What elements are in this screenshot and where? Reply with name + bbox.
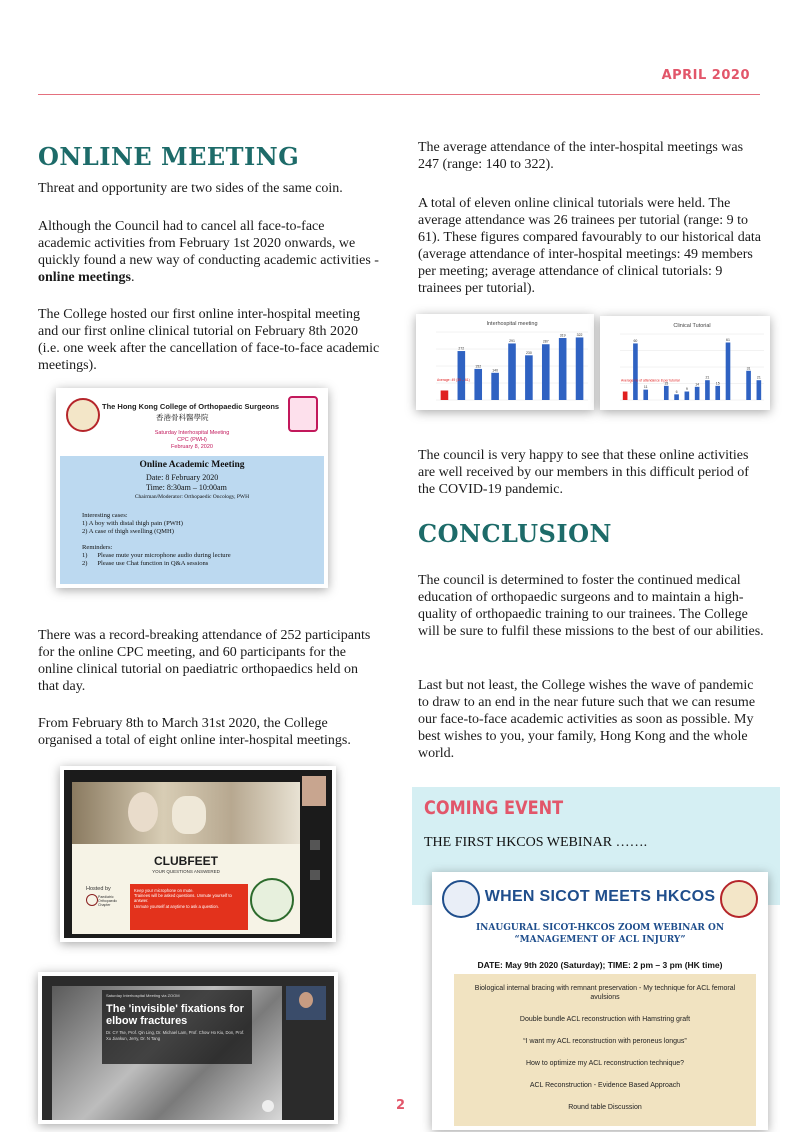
chart-bar (508, 343, 516, 400)
speaker-video-thumbnail (302, 776, 326, 806)
bar-value-label: 230 (525, 350, 532, 355)
clinical-tutorial-chart (600, 316, 770, 410)
flyer-time: Time: 8:30am – 10:00am (146, 482, 227, 492)
flyer-reminder-1 (82, 552, 231, 560)
speaker-video-thumbnail (286, 986, 326, 1020)
flyer-college-en: The Hong Kong College of Orthopaedic Surgeons (102, 402, 280, 411)
webinar-topic: Double bundle ACL reconstruction with Hamstring graft (519, 1016, 691, 1023)
flyer-cases-title: Interesting cases: (82, 512, 128, 519)
elbow-authors: Dr. CY Tse, Prof. Qin Ling, Dr. Michael Lam, Prof. Chow Ho Kiu, Don, Prof. Xu Jiankun, Jerry, Dr. N Tang (106, 1030, 245, 1041)
interhospital-chart (416, 314, 594, 410)
chart-bar (441, 390, 449, 400)
bar-value-label: 15 (715, 381, 720, 386)
bar-value-label: 287 (542, 339, 549, 344)
chart-bar (559, 338, 567, 400)
chart-bar (542, 344, 550, 400)
clubfeet-zoom-screenshot (60, 766, 336, 942)
flyer-title: Online Academic Meeting (139, 460, 245, 470)
webinar-topics-panel (454, 974, 756, 1126)
chart-bar (715, 386, 720, 400)
bar-value-label: 21 (705, 375, 710, 380)
chart-title: Clinical Tutorial (673, 323, 711, 329)
chart-bar (623, 392, 628, 400)
page-number: 2 (396, 1098, 406, 1113)
bar-value-label: 6 (675, 389, 678, 394)
clubfeet-hosted-by: Hosted by (86, 886, 111, 892)
chart-bar (746, 371, 751, 400)
bar-value-label: 15 (664, 381, 669, 386)
coming-event-heading: COMING EVENT (424, 797, 564, 819)
webinar-topic: “I want my ACL reconstruction with peroneus longus” (523, 1038, 687, 1045)
chapter-logo-icon (86, 894, 98, 906)
elbow-zoom-screenshot (38, 972, 338, 1124)
clubfeet-subtitle: YOUR QUESTIONS ANSWERED (152, 869, 220, 874)
chart-bar (695, 387, 700, 400)
bar-value-label: 9 (685, 387, 688, 392)
bar-value-label: 31 (746, 366, 751, 371)
left-paragraph-2 (38, 218, 380, 286)
meeting-flyer-image (56, 388, 328, 588)
flyer-reminder-2-text: Please use Chat function in Q&A sessions (97, 560, 209, 567)
bar-value-label: 11 (643, 385, 648, 390)
bar-value-label: 291 (509, 338, 515, 343)
flyer-meeting-line-1: Saturday Interhospital Meeting (154, 430, 230, 436)
conclusion-heading: CONCLUSION (418, 519, 612, 548)
clubfeet-notice-3: Unmute yourself at anytime to ask a question. (134, 903, 219, 909)
left-paragraph-4: There was a record-breaking attendance of 252 participants for the online CPC meeting, and 60 participants for the online clinical tutorial on paediatric orthopaedics held on that day. (38, 628, 371, 694)
left-paragraph-2-end: . (130, 270, 135, 285)
online-meeting-heading: ONLINE MEETING (38, 142, 300, 171)
chart-bar (633, 343, 638, 400)
flyer-date: Date: 8 February 2020 (146, 473, 219, 482)
chart-bar (685, 392, 690, 400)
flyer-meeting-line-3: February 8, 2020 (171, 444, 213, 450)
webinar-topic: Biological internal bracing with remnant preservation - My technique for ACL femoral avulsions (474, 985, 736, 1001)
left-paragraph-3: The College hosted our first online inter-hospital meeting and our first online clinical tutorial on February 8th 2020 (i.e. one week after the cancellation of face-to-face academic meetings). (38, 307, 380, 373)
flyer-reminder-1-text: Please mute your microphone audio during lecture (97, 552, 231, 559)
chart-bar (491, 373, 499, 400)
bar-value-label: 140 (492, 368, 499, 373)
webinar-topic: ACL Reconstruction - Evidence Based Approach (529, 1082, 681, 1089)
flyer-case-1: 1) A boy with distal thigh pain (PWH) (82, 520, 183, 527)
chart-title: Interhospital meeting (486, 321, 538, 327)
bar-value-label: 272 (458, 346, 465, 351)
right-paragraph-5: Last but not least, the College wishes the wave of pandemic to draw to an end in the near future such that we can resume our face-to-face academic activities as soon as possible. My best wishes to you, your family, Hong Kong and the whole world. (418, 678, 756, 761)
issue-date: APRIL 2020 (661, 68, 750, 83)
webinar-topic: Round table Discussion (568, 1104, 642, 1111)
flyer-reminders-title: Reminders: (82, 544, 113, 551)
flyer-reminder-1-num: 1) (82, 552, 88, 559)
flyer-case-2: 2) A case of thigh swelling (QMH) (82, 528, 174, 535)
participant-icon (310, 840, 320, 850)
bar-value-label: 60 (633, 338, 638, 343)
bar-value-label: 21 (756, 375, 761, 380)
elbow-meta: Saturday Interhospital Meeting via ZOOM (106, 993, 180, 998)
right-paragraph-3: The council is very happy to see that these online activities are well received by our members in this difficult period of the COVID-19 pandemic. (418, 448, 749, 497)
online-meetings-bold: online meetings (38, 270, 131, 285)
chart-bar (643, 390, 648, 400)
clinical-tutorial-chart-svg (600, 316, 770, 410)
elbow-title: The 'invisible' fixations for elbow fractures (106, 1003, 244, 1027)
right-paragraph-4: The council is determined to foster the continued medical education of orthopaedic surgeons and to maintain a high-quality of orthopaedic training to our trainees. The College will be sure to fulfil these missions to the best of our abilities. (418, 573, 764, 639)
coming-event-subtitle: THE FIRST HKCOS WEBINAR ……. (424, 835, 648, 850)
college-crest-icon (66, 398, 100, 432)
bar-value-label: 152 (475, 364, 482, 369)
chart-bar (525, 355, 533, 400)
bar-value-label: 61 (726, 337, 730, 342)
header-divider (38, 94, 760, 95)
webinar-inaugural-line: INAUGURAL SICOT-HKCOS ZOOM WEBINAR ON (475, 923, 725, 933)
chart-annotation: Average: 49 (39 – 61) (437, 377, 470, 382)
clubfeet-notice-1: Keep your microphone on mute. (134, 888, 194, 893)
chart-bar (705, 380, 710, 400)
webinar-banner: WHEN SICOT MEETS HKCOS (484, 888, 716, 905)
clubfeet-seal-icon (250, 878, 294, 922)
right-paragraph-2: A total of eleven online clinical tutorials were held. The average attendance was 26 trainees per tutorial (range: 9 to 61). These figures compared favourably to our historical data (average attendance of inter-hospital meetings: 49 members per meeting; average attendance of clinical tutorials: 9 trainees per tutorial). (418, 196, 762, 296)
left-paragraph-5: From February 8th to March 31st 2020, the College organised a total of eight online inter-hospital meetings. (38, 716, 351, 748)
bar-value-label: 322 (576, 332, 583, 337)
bar-value-label: 319 (559, 333, 566, 338)
chart-bar (474, 369, 482, 400)
flyer-college-zh: 香港骨科醫學院 (156, 413, 209, 422)
webinar-date: DATE: May 9th 2020 (Saturday); TIME: 2 pm – 3 pm (HK time) (477, 960, 723, 970)
clubfeet-title: CLUBFEET (154, 854, 218, 868)
left-paragraph-2-text: Although the Council had to cancel all face-to-face academic activities from February 1st 2020 onwards, we quickly found a new way of conducting academic activities - (38, 219, 379, 268)
bar-value-label: 14 (695, 382, 700, 387)
chart-bar (674, 394, 679, 400)
flyer-chair: Chairman/Moderator: Orthopaedic Oncology, PWH (134, 494, 250, 500)
chart-bar (458, 351, 466, 400)
hospital-logo-icon (288, 396, 318, 432)
webinar-poster (432, 872, 768, 1130)
left-paragraph-1: Threat and opportunity are two sides of the same coin. (38, 181, 343, 196)
chart-bar (576, 337, 584, 400)
right-paragraph-1: The average attendance of the inter-hospital meetings was 247 (range: 140 to 322). (418, 140, 744, 172)
chart-bar (726, 342, 731, 400)
clubfeet-notice-box (130, 884, 248, 930)
chart-annotation: Average no of attendance 8 per tutorial (621, 378, 680, 383)
flyer-reminder-2-num: 2) (82, 560, 88, 567)
hospital-logo-icon (262, 1100, 274, 1112)
participant-icon (310, 870, 320, 880)
webinar-topic: How to optimize my ACL reconstruction technique? (525, 1060, 685, 1067)
flyer-meeting-line-2: CPC (PWH) (177, 437, 207, 443)
clubfeet-notice-2: Trainees will be asked questions. Unmute yourself to answer. (134, 893, 232, 904)
chart-bar (664, 386, 669, 400)
webinar-topic-line: “MANAGEMENT OF ACL INJURY” (514, 935, 686, 945)
chart-bar (757, 380, 762, 400)
flyer-reminder-2 (82, 560, 231, 568)
clubfeet-host-name: Paediatric Orthopaedic Chapter (98, 895, 118, 907)
interhospital-chart-svg (416, 314, 594, 410)
